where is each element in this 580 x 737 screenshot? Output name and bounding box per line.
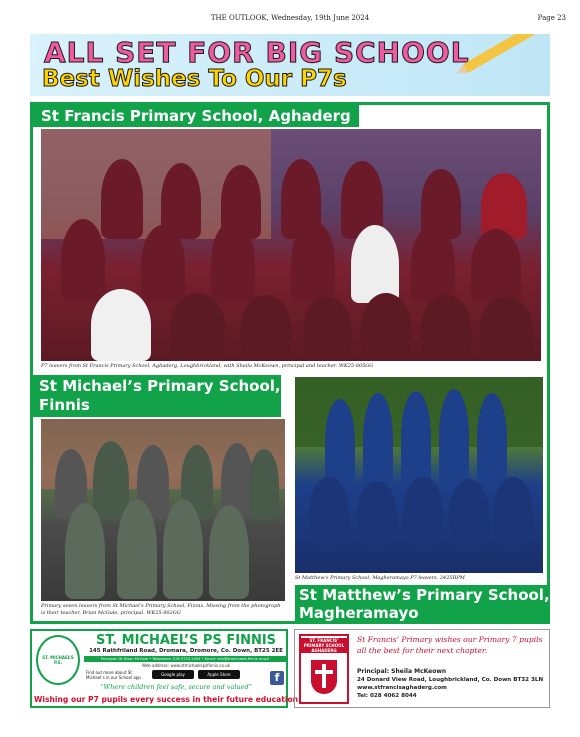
photo-st-francis-class	[41, 129, 541, 361]
banner-subheadline: Best Wishes To Our P7s	[42, 66, 347, 92]
shield-icon	[311, 660, 337, 694]
ad-motto: “Where children feel safe, secure and valued”	[100, 683, 252, 691]
ad-telephone: Tel: 028 4062 8044	[357, 693, 417, 699]
ad-school-address: 145 Rathfriland Road, Dromara, Dromore, Co. Down, BT25 2EE	[89, 648, 283, 654]
feature-banner	[30, 34, 550, 96]
photo-feature-frame	[30, 102, 550, 624]
ad-contact-block	[357, 668, 547, 700]
st-michaels-crest-icon: ST. MICHAEL’S P.S.	[36, 635, 80, 685]
caption-st-michaels: Primary seven leavers from St Michael's Primary School, Finnis. Missing from the photograph is their teacher, Brian McGale, principal. WK25-802GG	[41, 603, 281, 616]
photo-st-matthews-class	[295, 377, 543, 573]
ad-website: www.stfrancisaghaderg.com	[357, 685, 447, 691]
st-francis-crest-icon: ST. FRANCIS’ PRIMARY SCHOOL AGHADERG	[299, 634, 349, 704]
caption-st-francis: P7 leavers from St Francis Primary School, Aghaderg, Loughbrickland, with Sheila McKeown, principal and teacher. WK25-805GG	[41, 363, 374, 369]
advert-row	[30, 629, 550, 708]
ad-web-address: Web address: www.stmichaelspsfinnis.co.uk	[142, 663, 230, 668]
ad-message: St Francis’ Primary wishes our Primary 7 pupils all the best for their next chapter.	[357, 635, 543, 655]
facebook-icon[interactable]: f	[270, 671, 284, 685]
ad-contact-strip: Principal: Mr Brian McGale • Telephone: 028 9753 2494 • Email: info@stmichaels.finnis.ni.sch	[84, 656, 286, 662]
photo-st-michaels-class	[41, 419, 285, 601]
caption-st-matthews: St Matthew's Primary School, Magheramayo P7 leavers. 2425RPM	[295, 575, 465, 581]
ad-school-name: ST. MICHAEL’S PS FINNIS	[95, 633, 277, 648]
advert-st-michaels	[30, 629, 299, 708]
section-title-st-michaels-line1: St Michael’s Primary School,	[39, 377, 281, 395]
apple-store-badge[interactable]: Apple Store	[198, 670, 240, 679]
ad-wish-message: Wishing our P7 pupils every success in their future education	[34, 695, 299, 704]
section-title-st-michaels	[33, 375, 281, 417]
ad-principal: Principal: Sheila McKeown	[357, 668, 447, 675]
section-title-st-francis: St Francis Primary School, Aghaderg	[33, 105, 359, 127]
section-title-st-matthews	[295, 585, 550, 623]
ad-app-promo: Find out more about St. Michael’s in our School app	[86, 670, 141, 680]
advert-st-francis	[294, 629, 550, 708]
page-header	[0, 14, 580, 26]
section-title-st-matthews-line1: St Matthew’s Primary School,	[299, 586, 550, 604]
page-number: Page 23	[537, 14, 566, 22]
section-title-st-matthews-line2: Magheramayo	[299, 604, 419, 622]
pencil-icon	[463, 34, 542, 73]
google-play-badge[interactable]: Google play	[152, 670, 194, 679]
section-title-st-michaels-line2: Finnis	[39, 396, 90, 414]
ad-address: 24 Donard View Road, Loughbrickland, Co. Down BT32 3LN	[357, 677, 544, 683]
banner-headline: ALL SET FOR BIG SCHOOL	[44, 36, 470, 69]
newspaper-dateline: THE OUTLOOK, Wednesday, 19th June 2024	[210, 14, 370, 22]
